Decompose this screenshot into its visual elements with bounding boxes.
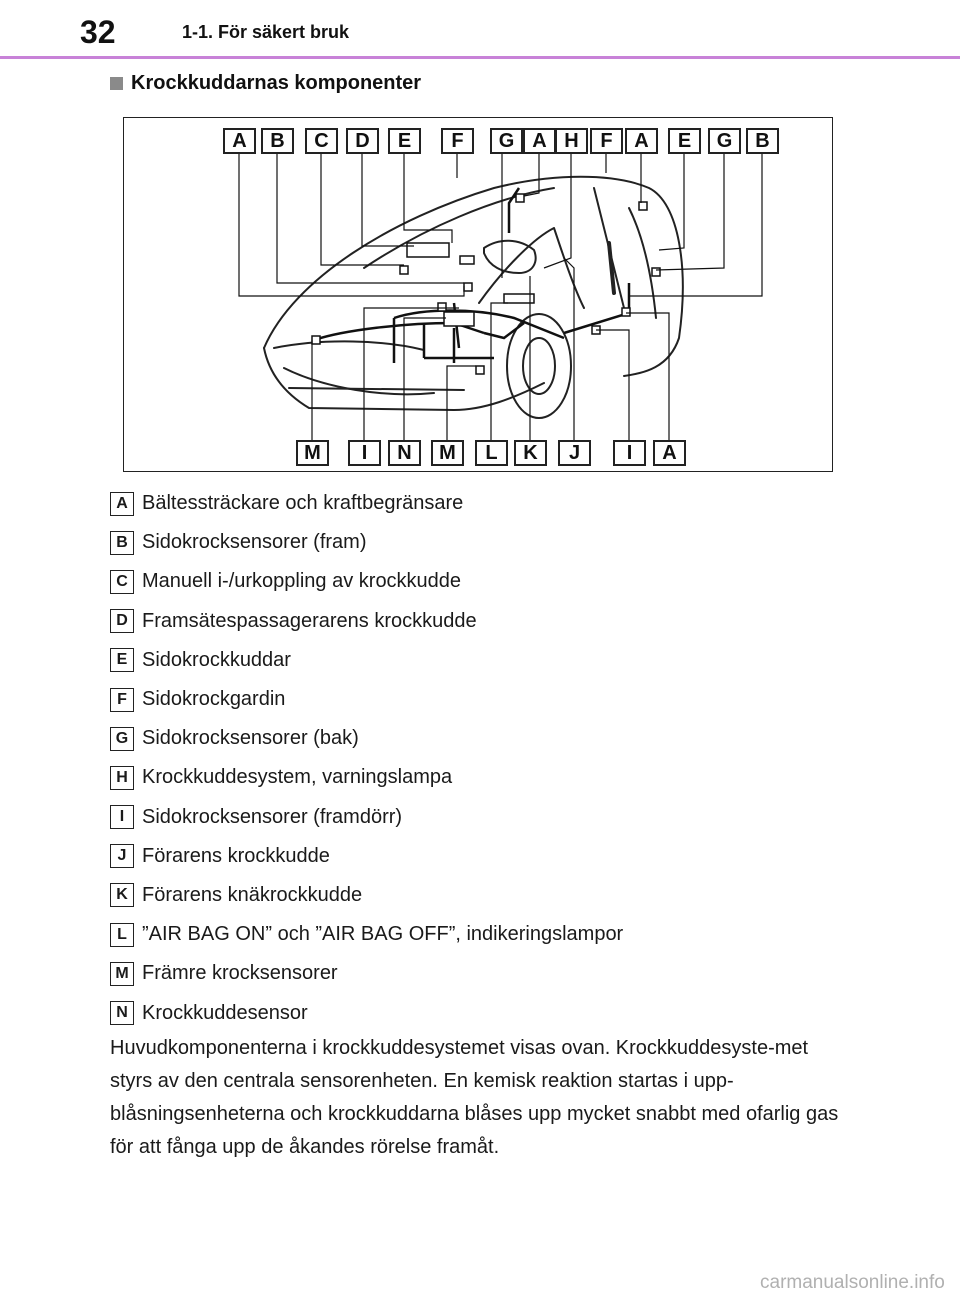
- list-item: [110, 758, 850, 797]
- header-divider: [0, 56, 960, 59]
- legend-text: Främre krocksensorer: [142, 962, 338, 985]
- list-item: [110, 798, 850, 837]
- list-item: [110, 876, 850, 915]
- legend-letter: E: [110, 648, 134, 672]
- page-number: 32: [80, 14, 116, 50]
- legend-text: Förarens knäkrockkudde: [142, 883, 363, 906]
- list-item: [110, 719, 850, 758]
- legend-letter: K: [110, 883, 134, 907]
- legend-text: Krockkuddesensor: [142, 1001, 308, 1024]
- callout-label: C: [305, 128, 338, 154]
- footer-watermark: carmanualsonline.info: [760, 1272, 945, 1293]
- legend-text: Sidokrockkuddar: [142, 648, 291, 671]
- chapter-title: 1-1. För säkert bruk: [182, 22, 350, 42]
- callout-label: H: [555, 128, 588, 154]
- callout-label: M: [431, 440, 464, 466]
- legend-text: ”AIR BAG ON” och ”AIR BAG OFF”, indikeringslampor: [142, 923, 624, 946]
- callout-label: A: [223, 128, 256, 154]
- legend-letter: J: [110, 844, 134, 868]
- legend-letter: G: [110, 727, 134, 751]
- body-paragraph: Huvudkomponenterna i krockkuddesystemet visas ovan. Krockkuddesyste-met styrs av den centrala sensorenheten. En kemisk reaktion startas i upp-blåsningsenheterna och krockkuddarna blåses upp mycket snabbt med ofarlig gas för att fånga upp de åkandes rörelse framåt.: [110, 1037, 839, 1158]
- callout-label: G: [708, 128, 741, 154]
- callout-label: F: [590, 128, 623, 154]
- legend-letter: B: [110, 531, 134, 555]
- legend-text: Sidokrocksensorer (framdörr): [142, 805, 403, 828]
- legend-letter: I: [110, 805, 134, 829]
- list-item: [110, 484, 850, 523]
- callout-label: J: [558, 440, 591, 466]
- legend-text: Förarens krockkudde: [142, 844, 330, 867]
- list-item: [110, 523, 850, 562]
- callout-label: I: [348, 440, 381, 466]
- list-item: [110, 641, 850, 680]
- airbag-diagram: [123, 117, 833, 472]
- car-illustration: [124, 118, 834, 473]
- legend-letter: L: [110, 923, 134, 947]
- list-item: [110, 915, 850, 954]
- list-item: [110, 562, 850, 601]
- legend-letter: D: [110, 609, 134, 633]
- callout-label: K: [514, 440, 547, 466]
- callout-label: E: [388, 128, 421, 154]
- legend-text: Manuell i-/urkoppling av krockkudde: [142, 570, 462, 593]
- legend-letter: H: [110, 766, 134, 790]
- legend-text: Sidokrockgardin: [142, 688, 286, 711]
- legend-letter: N: [110, 1001, 134, 1025]
- legend-text: Sidokrocksensorer (bak): [142, 727, 359, 750]
- callout-label: A: [523, 128, 556, 154]
- list-item: [110, 837, 850, 876]
- callout-label: M: [296, 440, 329, 466]
- list-item: [110, 602, 850, 641]
- callout-label: A: [625, 128, 658, 154]
- callout-label: G: [490, 128, 523, 154]
- callout-label: D: [346, 128, 379, 154]
- legend-text: Sidokrocksensorer (fram): [142, 531, 367, 554]
- callout-label: B: [261, 128, 294, 154]
- legend-letter: C: [110, 570, 134, 594]
- list-item: [110, 993, 850, 1032]
- callout-label: L: [475, 440, 508, 466]
- legend-text: Framsätespassagerarens krockkudde: [142, 609, 477, 632]
- legend-list: [110, 484, 850, 1033]
- list-item: [110, 680, 850, 719]
- legend-text: Bältessträckare och kraftbegränsare: [142, 492, 464, 515]
- callout-label: N: [388, 440, 421, 466]
- callout-label: B: [746, 128, 779, 154]
- legend-letter: A: [110, 492, 134, 516]
- list-item: [110, 954, 850, 993]
- callout-label: I: [613, 440, 646, 466]
- callout-label: F: [441, 128, 474, 154]
- legend-text: Krockkuddesystem, varningslampa: [142, 766, 453, 789]
- legend-letter: F: [110, 688, 134, 712]
- section-heading: [110, 72, 421, 95]
- square-bullet-icon: [110, 77, 123, 90]
- callout-label: E: [668, 128, 701, 154]
- page-header: [0, 0, 960, 62]
- section-title-text: Krockkuddarnas komponenter: [131, 72, 422, 94]
- callout-label: A: [653, 440, 686, 466]
- legend-letter: M: [110, 962, 134, 986]
